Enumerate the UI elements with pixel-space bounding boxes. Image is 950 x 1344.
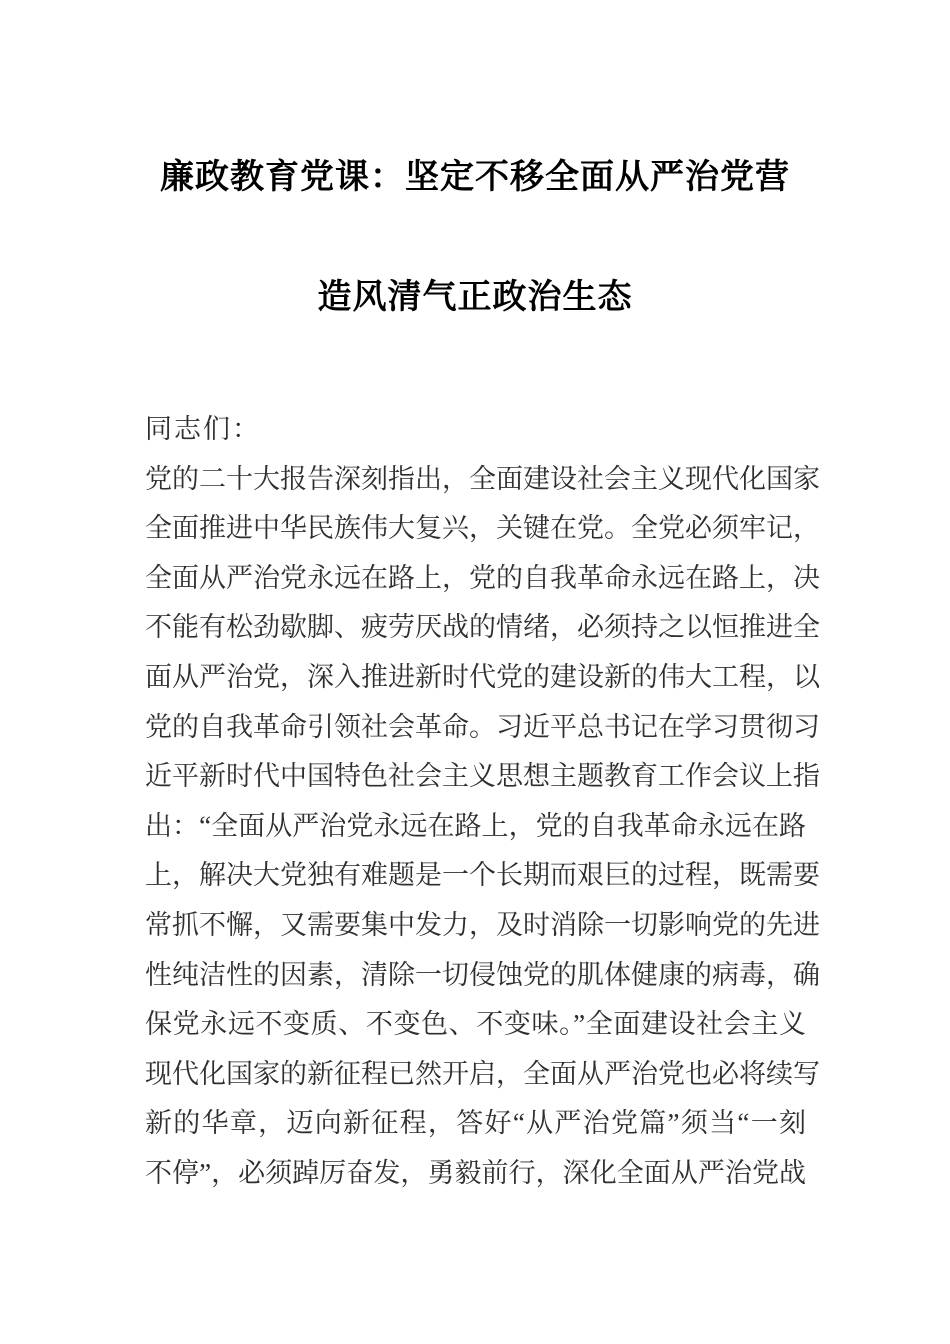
document-title (0, 0, 950, 358)
document-title-line-2: 造风清气正政治生态 (317, 279, 633, 316)
body-line: 全面推进中华民族伟大复兴，关键在党。全党必须牢记， (145, 513, 820, 544)
body-line: 近平新时代中国特色社会主义思想主题教育工作会议上指 (145, 761, 820, 792)
body-line: 面从严治党，深入推进新时代党的建设新的伟大工程，以 (145, 661, 820, 692)
body-line: 全面从严治党永远在路上，党的自我革命永远在路上，决 (145, 562, 820, 593)
document-body (0, 405, 820, 1199)
body-line: 出：“全面从严治党永远在路上，党的自我革命永远在路 (145, 810, 806, 841)
body-line: 党的二十大报告深刻指出，全面建设社会主义现代化国家 (145, 463, 820, 494)
body-line-salutation: 同志们： (145, 414, 261, 444)
body-line: 新的华章，迈向新征程，答好“从严治党篇”须当“一刻 (145, 1108, 806, 1139)
body-line: 性纯洁性的因素，清除一切侵蚀党的肌体健康的病毒，确 (145, 959, 820, 990)
body-line: 常抓不懈，又需要集中发力，及时消除一切影响党的先进 (145, 909, 820, 940)
body-line: 不能有松劲歇脚、疲劳厌战的情绪，必须持之以恒推进全 (145, 612, 820, 643)
body-line: 不停”，必须踔厉奋发，勇毅前行，深化全面从严治党战 (145, 1157, 806, 1188)
body-line: 党的自我革命引领社会革命。习近平总书记在学习贯彻习 (145, 711, 820, 742)
document-title-line-1: 廉政教育党课：坚定不移全面从严治党营 (160, 159, 790, 196)
body-line: 上，解决大党独有难题是一个长期而艰巨的过程，既需要 (145, 860, 820, 891)
body-line: 保党永远不变质、不变色、不变味。”全面建设社会主义 (145, 1009, 806, 1040)
body-line: 现代化国家的新征程已然开启，全面从严治党也必将续写 (145, 1058, 820, 1089)
